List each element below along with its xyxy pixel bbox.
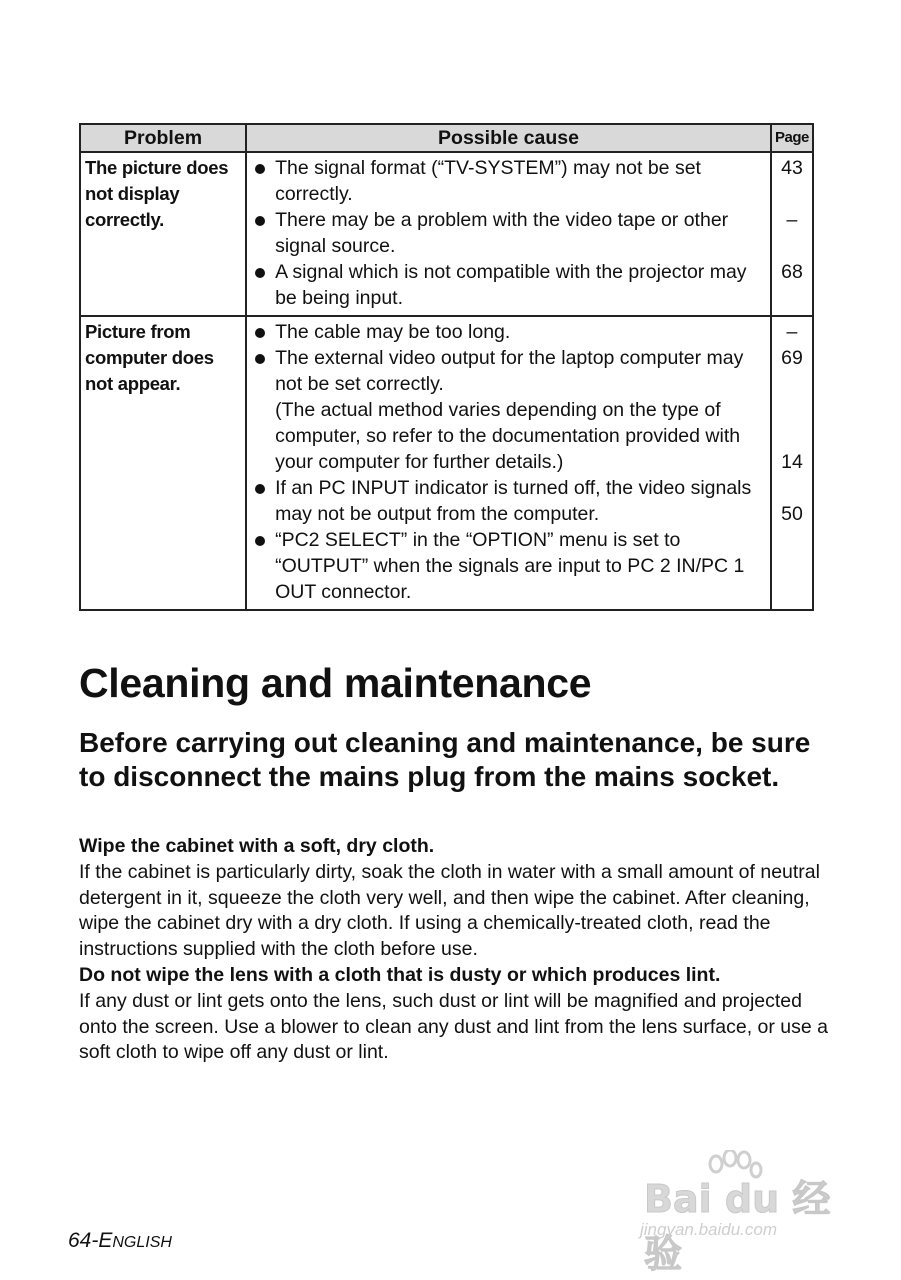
bullet-icon <box>255 216 265 226</box>
cause-list <box>255 155 766 311</box>
cause-item <box>255 259 766 311</box>
spacer <box>772 475 812 501</box>
section-warning: Before carrying out cleaning and maintenance, be sure to disconnect the mains plug from the mains socket. <box>79 727 811 792</box>
spacer <box>772 397 812 423</box>
language-initial: E <box>98 1229 113 1252</box>
cause-text: The cable may be too long. <box>275 321 511 343</box>
bullet-icon <box>255 328 265 338</box>
table-header-row <box>80 124 813 152</box>
spacer <box>772 371 812 397</box>
section-body <box>79 834 839 1066</box>
header-problem: Problem <box>80 124 246 152</box>
paragraph-text: If the cabinet is particularly dirty, soak the cloth in water with a small amount of neutral detergent in it, squeeze the cloth very well, and then wipe the cabinet. After cleaning, wipe the cabinet dry with a dry cloth. If using a chemically-treated cloth, read the instructions supplied with the cloth before use. <box>79 860 820 961</box>
spacer <box>772 181 812 207</box>
page-cell <box>771 152 813 316</box>
cause-text: The external video output for the laptop computer may not be set correctly. <box>275 347 744 395</box>
bullet-icon <box>255 164 265 174</box>
bullet-icon <box>255 268 265 278</box>
page-footer <box>68 1229 172 1253</box>
page-ref: 43 <box>781 157 803 179</box>
cause-cell <box>246 152 771 316</box>
paragraph-lead: Do not wipe the lens with a cloth that is dusty or which produces lint. <box>79 963 721 986</box>
paragraph-lead: Wipe the cabinet with a soft, dry cloth. <box>79 835 435 857</box>
spacer <box>772 233 812 259</box>
watermark-url: jingyan.baidu.com <box>640 1220 778 1239</box>
bullet-icon <box>255 484 265 494</box>
table-row <box>80 152 813 316</box>
cause-text: There may be a problem with the video tape or other signal source. <box>275 209 729 257</box>
section-title: Cleaning and maintenance <box>79 660 592 706</box>
header-page: Page <box>771 124 813 152</box>
page-cell <box>771 316 813 610</box>
cause-item <box>255 475 766 527</box>
cause-list <box>255 319 766 605</box>
cause-note: (The actual method varies depending on the type of computer, so refer to the documentation provided with your computer for further details.) <box>275 399 741 473</box>
cause-item <box>255 345 766 475</box>
paragraph-text: If any dust or lint gets onto the lens, such dust or lint will be magnified and projected onto the screen. Use a blower to clean any dust and lint from the lens surface, or use a soft cloth to wipe off any dust or lint. <box>79 989 828 1064</box>
problem-cell: Picture from computer does not appear. <box>80 316 246 610</box>
problem-cell: The picture does not display correctly. <box>80 152 246 316</box>
header-possible-cause: Possible cause <box>246 124 771 152</box>
page-number: 64- <box>68 1229 99 1252</box>
cause-text: If an PC INPUT indicator is turned off, the video signals may not be output from the computer. <box>275 477 752 525</box>
cause-item <box>255 319 766 345</box>
cause-text: The signal format (“TV-SYSTEM”) may not be set correctly. <box>275 157 701 205</box>
table-row <box>80 316 813 610</box>
bullet-icon <box>255 354 265 364</box>
troubleshooting-table <box>79 123 814 611</box>
cause-item <box>255 207 766 259</box>
page-ref: 50 <box>781 503 803 525</box>
page-ref: 69 <box>781 347 803 369</box>
cause-item <box>255 155 766 207</box>
page-ref: 14 <box>781 451 803 473</box>
spacer <box>772 423 812 449</box>
cause-text: “PC2 SELECT” in the “OPTION” menu is set to “OUTPUT” when the signals are input to PC 2 IN/PC 1 OUT connector. <box>275 529 745 603</box>
language-rest: NGLISH <box>112 1234 172 1251</box>
page-ref: – <box>786 209 798 231</box>
bullet-icon <box>255 536 265 546</box>
watermark-brand: Bai du 经验 <box>644 1177 831 1276</box>
page-ref: 68 <box>781 261 803 283</box>
cause-text: A signal which is not compatible with the projector may be being input. <box>275 261 747 309</box>
watermark <box>632 1150 862 1276</box>
page-ref: – <box>786 321 798 343</box>
cause-item <box>255 527 766 605</box>
cause-cell <box>246 316 771 610</box>
